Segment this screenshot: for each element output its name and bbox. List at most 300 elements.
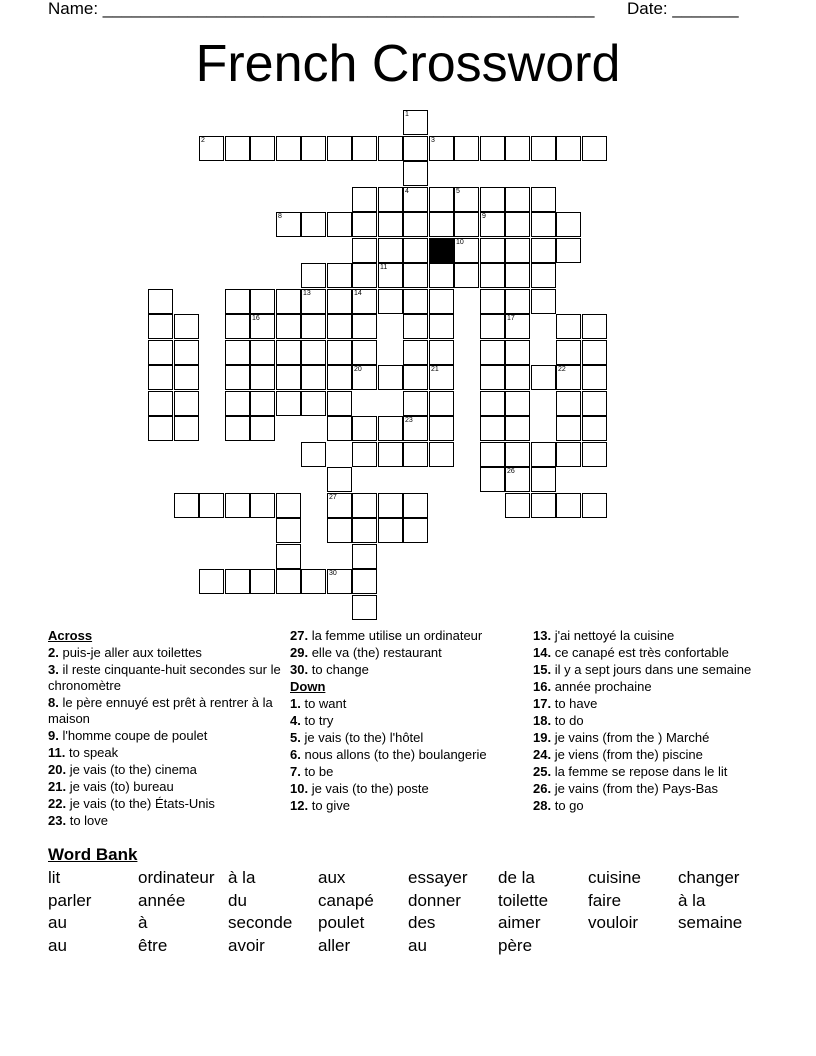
- grid-cell[interactable]: [352, 340, 377, 365]
- grid-cell[interactable]: [276, 518, 301, 543]
- grid-cell[interactable]: [327, 493, 352, 518]
- word-bank-word: canapé: [318, 891, 374, 910]
- grid-cell[interactable]: [301, 289, 326, 314]
- grid-cell[interactable]: [505, 365, 530, 390]
- grid-cell[interactable]: [403, 289, 428, 314]
- word-bank-word: à la: [228, 868, 256, 887]
- grid-cell[interactable]: [429, 416, 454, 441]
- across-clue: [290, 662, 526, 678]
- clue-text: ce canapé est très confortable: [554, 645, 729, 660]
- grid-cell[interactable]: [250, 365, 275, 390]
- word-bank-word: de la: [498, 868, 535, 887]
- clue-text: je viens (from the) piscine: [554, 747, 703, 762]
- name-field: Name: ____________________________________________________: [48, 0, 595, 18]
- grid-cell[interactable]: [378, 212, 403, 237]
- grid-cell[interactable]: [403, 442, 428, 467]
- grid-cell[interactable]: [403, 365, 428, 390]
- grid-cell[interactable]: [378, 187, 403, 212]
- grid-cell[interactable]: [199, 136, 224, 161]
- clue-number: 22: [558, 366, 566, 373]
- grid-cell[interactable]: [327, 212, 352, 237]
- grid-cell[interactable]: [403, 238, 428, 263]
- grid-cell[interactable]: [480, 238, 505, 263]
- word-bank-word: semaine: [678, 913, 743, 932]
- down-clue: [533, 645, 769, 661]
- grid-cell[interactable]: [276, 391, 301, 416]
- grid-cell[interactable]: [505, 187, 530, 212]
- across-clue: [48, 762, 284, 778]
- grid-cell[interactable]: [250, 416, 275, 441]
- grid-cell-blocked: [429, 238, 454, 263]
- clue-text: to try: [304, 713, 334, 728]
- grid-cell[interactable]: [556, 442, 581, 467]
- word-bank-word: aller: [318, 936, 351, 955]
- grid-cell[interactable]: [174, 416, 199, 441]
- grid-cell[interactable]: [199, 493, 224, 518]
- grid-cell[interactable]: [480, 212, 505, 237]
- grid-cell[interactable]: [276, 212, 301, 237]
- grid-cell[interactable]: [327, 289, 352, 314]
- word-bank-heading: Word Bank: [48, 845, 138, 864]
- word-bank-word: seconde: [228, 913, 293, 932]
- grid-cell[interactable]: [378, 416, 403, 441]
- grid-cell[interactable]: [327, 416, 352, 441]
- grid-cell[interactable]: [582, 314, 607, 339]
- grid-cell[interactable]: [429, 391, 454, 416]
- grid-cell[interactable]: [556, 365, 581, 390]
- grid-cell[interactable]: [276, 493, 301, 518]
- word-bank-word: avoir: [228, 936, 265, 955]
- word-bank-word: changer: [678, 868, 740, 887]
- clues-column-3: [533, 628, 769, 815]
- grid-cell[interactable]: [505, 212, 530, 237]
- word-bank-word: lit: [48, 868, 61, 887]
- grid-cell[interactable]: [556, 136, 581, 161]
- grid-cell[interactable]: [429, 212, 454, 237]
- clue-number: 19.: [533, 730, 552, 745]
- clue-number: 5.: [290, 730, 301, 745]
- grid-cell[interactable]: [531, 365, 556, 390]
- grid-cell[interactable]: [174, 493, 199, 518]
- grid-cell[interactable]: [556, 212, 581, 237]
- grid-cell[interactable]: [225, 493, 250, 518]
- grid-cell[interactable]: [429, 263, 454, 288]
- clue-number: 7.: [290, 764, 301, 779]
- grid-cell[interactable]: [301, 314, 326, 339]
- grid-cell[interactable]: [531, 238, 556, 263]
- grid-cell[interactable]: [276, 136, 301, 161]
- word-bank-word: faire: [588, 891, 622, 910]
- grid-cell[interactable]: [429, 340, 454, 365]
- clue-text: je vains (from the ) Marché: [554, 730, 710, 745]
- clue-number: 30: [329, 570, 337, 577]
- clue-number: 4.: [290, 713, 301, 728]
- grid-cell[interactable]: [582, 365, 607, 390]
- clue-number: 2.: [48, 645, 59, 660]
- clue-text: to do: [554, 713, 584, 728]
- grid-cell[interactable]: [454, 263, 479, 288]
- word-bank-word: poulet: [318, 913, 365, 932]
- grid-cell[interactable]: [301, 569, 326, 594]
- clue-text: to speak: [68, 745, 119, 760]
- down-clue: [290, 781, 526, 797]
- across-clue: [48, 745, 284, 761]
- grid-cell[interactable]: [403, 314, 428, 339]
- grid-cell[interactable]: [225, 391, 250, 416]
- grid-cell[interactable]: [378, 365, 403, 390]
- grid-cell[interactable]: [403, 493, 428, 518]
- grid-cell[interactable]: [556, 340, 581, 365]
- clue-number: 13: [303, 290, 311, 297]
- grid-cell[interactable]: [582, 136, 607, 161]
- grid-cell[interactable]: [480, 289, 505, 314]
- grid-cell[interactable]: [403, 416, 428, 441]
- grid-cell[interactable]: [582, 391, 607, 416]
- clue-number: 21.: [48, 779, 67, 794]
- grid-cell[interactable]: [505, 493, 530, 518]
- grid-cell[interactable]: [582, 340, 607, 365]
- grid-cell[interactable]: [148, 340, 173, 365]
- grid-cell[interactable]: [403, 136, 428, 161]
- clue-number: 28.: [533, 798, 552, 813]
- down-clue: [533, 679, 769, 695]
- down-clue: [533, 730, 769, 746]
- word-bank-word: du: [228, 891, 247, 910]
- grid-cell[interactable]: [352, 595, 377, 620]
- clue-number: 30.: [290, 662, 309, 677]
- grid-cell[interactable]: [480, 340, 505, 365]
- clue-number: 8.: [48, 695, 59, 710]
- clue-number: 25.: [533, 764, 552, 779]
- clue-text: il y a sept jours dans une semaine: [554, 662, 752, 677]
- grid-cell[interactable]: [352, 416, 377, 441]
- grid-cell[interactable]: [505, 467, 530, 492]
- grid-cell[interactable]: [148, 416, 173, 441]
- down-clue: [290, 713, 526, 729]
- grid-cell[interactable]: [531, 263, 556, 288]
- grid-cell[interactable]: [327, 391, 352, 416]
- grid-cell[interactable]: [225, 340, 250, 365]
- clue-number: 5: [456, 188, 460, 195]
- grid-cell[interactable]: [403, 340, 428, 365]
- clue-text: elle va (the) restaurant: [311, 645, 442, 660]
- clue-text: je vais (to the) États-Unis: [69, 796, 215, 811]
- grid-cell[interactable]: [505, 442, 530, 467]
- grid-cell[interactable]: [352, 518, 377, 543]
- clue-number: 26.: [533, 781, 552, 796]
- grid-cell[interactable]: [378, 136, 403, 161]
- grid-cell[interactable]: [480, 391, 505, 416]
- grid-cell[interactable]: [480, 187, 505, 212]
- grid-cell[interactable]: [556, 493, 581, 518]
- grid-cell[interactable]: [352, 289, 377, 314]
- grid-cell[interactable]: [556, 416, 581, 441]
- clue-text: la femme utilise un ordinateur: [311, 628, 483, 643]
- clue-number: 29.: [290, 645, 309, 660]
- clue-text: to want: [304, 696, 347, 711]
- grid-cell[interactable]: [225, 289, 250, 314]
- clue-text: je vais (to the) poste: [311, 781, 429, 796]
- grid-cell[interactable]: [556, 238, 581, 263]
- grid-cell[interactable]: [276, 569, 301, 594]
- grid-cell[interactable]: [505, 289, 530, 314]
- clue-number: 3: [431, 137, 435, 144]
- grid-cell[interactable]: [403, 212, 428, 237]
- word-bank-word: des: [408, 913, 436, 932]
- grid-cell[interactable]: [505, 391, 530, 416]
- clue-number: 1: [405, 111, 409, 118]
- grid-cell[interactable]: [378, 238, 403, 263]
- clue-number: 23.: [48, 813, 67, 828]
- grid-cell[interactable]: [352, 544, 377, 569]
- grid-cell[interactable]: [531, 289, 556, 314]
- clue-number: 13.: [533, 628, 552, 643]
- grid-cell[interactable]: [505, 136, 530, 161]
- grid-cell[interactable]: [327, 136, 352, 161]
- grid-cell[interactable]: [531, 467, 556, 492]
- clue-text: to give: [311, 798, 351, 813]
- grid-cell[interactable]: [301, 136, 326, 161]
- grid-cell[interactable]: [582, 493, 607, 518]
- clue-number: 20.: [48, 762, 67, 777]
- clues-column-1: [48, 628, 284, 830]
- clue-text: j'ai nettoyé la cuisine: [554, 628, 675, 643]
- grid-cell[interactable]: [327, 314, 352, 339]
- grid-cell[interactable]: [352, 365, 377, 390]
- word-bank-word: à la: [678, 891, 706, 910]
- grid-cell[interactable]: [531, 493, 556, 518]
- clue-number: 17: [507, 315, 515, 322]
- grid-cell[interactable]: [327, 518, 352, 543]
- grid-cell[interactable]: [301, 442, 326, 467]
- grid-cell[interactable]: [250, 136, 275, 161]
- grid-cell[interactable]: [454, 187, 479, 212]
- clue-text: il reste cinquante-huit secondes sur le chronomètre: [48, 662, 281, 693]
- grid-cell[interactable]: [148, 365, 173, 390]
- grid-cell[interactable]: [454, 212, 479, 237]
- grid-cell[interactable]: [480, 263, 505, 288]
- grid-cell[interactable]: [454, 136, 479, 161]
- grid-cell[interactable]: [352, 263, 377, 288]
- grid-cell[interactable]: [454, 238, 479, 263]
- grid-cell[interactable]: [250, 289, 275, 314]
- grid-cell[interactable]: [250, 391, 275, 416]
- grid-cell[interactable]: [480, 136, 505, 161]
- clue-number: 23: [405, 417, 413, 424]
- grid-cell[interactable]: [531, 442, 556, 467]
- grid-cell[interactable]: [429, 187, 454, 212]
- across-clue: [48, 796, 284, 812]
- clue-text: to be: [304, 764, 334, 779]
- grid-cell[interactable]: [378, 442, 403, 467]
- grid-cell[interactable]: [225, 136, 250, 161]
- grid-cell[interactable]: [352, 442, 377, 467]
- grid-cell[interactable]: [225, 416, 250, 441]
- clue-text: je vais (to) bureau: [69, 779, 174, 794]
- across-clue: [290, 628, 526, 644]
- grid-cell[interactable]: [480, 442, 505, 467]
- clue-text: to have: [554, 696, 598, 711]
- grid-cell[interactable]: [225, 569, 250, 594]
- word-bank-word: donner: [408, 891, 461, 910]
- grid-cell[interactable]: [352, 187, 377, 212]
- down-clue: [290, 764, 526, 780]
- clue-number: 20: [354, 366, 362, 373]
- clue-number: 16.: [533, 679, 552, 694]
- clue-number: 4: [405, 188, 409, 195]
- grid-cell[interactable]: [174, 340, 199, 365]
- clue-number: 1.: [290, 696, 301, 711]
- clue-number: 27.: [290, 628, 309, 643]
- clue-number: 9.: [48, 728, 59, 743]
- word-bank-word: essayer: [408, 868, 468, 887]
- grid-cell[interactable]: [505, 238, 530, 263]
- grid-cell[interactable]: [582, 442, 607, 467]
- word-bank-word: être: [138, 936, 168, 955]
- grid-cell[interactable]: [429, 442, 454, 467]
- grid-cell[interactable]: [352, 493, 377, 518]
- page-title: French Crossword: [195, 35, 621, 93]
- clue-text: to change: [311, 662, 369, 677]
- grid-cell[interactable]: [531, 187, 556, 212]
- grid-cell[interactable]: [276, 544, 301, 569]
- down-clue: [533, 747, 769, 763]
- clue-number: 21: [431, 366, 439, 373]
- clue-number: 24.: [533, 747, 552, 762]
- grid-cell[interactable]: [250, 569, 275, 594]
- clue-text: to go: [554, 798, 584, 813]
- down-clue: [533, 696, 769, 712]
- grid-cell[interactable]: [250, 314, 275, 339]
- down-clue: [290, 747, 526, 763]
- grid-cell[interactable]: [174, 391, 199, 416]
- grid-cell[interactable]: [327, 467, 352, 492]
- grid-cell[interactable]: [505, 263, 530, 288]
- across-clue: [48, 695, 284, 727]
- grid-cell[interactable]: [327, 365, 352, 390]
- clues-column-2: [290, 628, 526, 815]
- grid-cell[interactable]: [148, 289, 173, 314]
- clue-number: 16: [252, 315, 260, 322]
- clue-number: 26: [507, 468, 515, 475]
- grid-cell[interactable]: [403, 263, 428, 288]
- grid-cell[interactable]: [378, 493, 403, 518]
- grid-cell[interactable]: [556, 391, 581, 416]
- grid-cell[interactable]: [250, 340, 275, 365]
- clue-number: 12.: [290, 798, 309, 813]
- grid-cell[interactable]: [301, 391, 326, 416]
- grid-cell[interactable]: [429, 365, 454, 390]
- across-clue: [290, 645, 526, 661]
- clue-text: to love: [69, 813, 109, 828]
- grid-cell[interactable]: [378, 289, 403, 314]
- date-field: Date: _______: [627, 0, 739, 18]
- grid-cell[interactable]: [403, 518, 428, 543]
- grid-cell[interactable]: [429, 289, 454, 314]
- clue-text: la femme se repose dans le lit: [554, 764, 728, 779]
- across-clue: [48, 779, 284, 795]
- grid-cell[interactable]: [378, 263, 403, 288]
- grid-cell[interactable]: [327, 263, 352, 288]
- grid-cell[interactable]: [352, 314, 377, 339]
- grid-cell[interactable]: [531, 212, 556, 237]
- grid-cell[interactable]: [301, 212, 326, 237]
- grid-cell[interactable]: [301, 263, 326, 288]
- grid-cell[interactable]: [480, 365, 505, 390]
- grid-cell[interactable]: [429, 314, 454, 339]
- grid-cell[interactable]: [403, 187, 428, 212]
- grid-cell[interactable]: [352, 212, 377, 237]
- grid-cell[interactable]: [582, 416, 607, 441]
- clue-number: 10.: [290, 781, 309, 796]
- grid-cell[interactable]: [250, 493, 275, 518]
- grid-cell[interactable]: [276, 289, 301, 314]
- grid-cell[interactable]: [480, 314, 505, 339]
- grid-cell[interactable]: [505, 314, 530, 339]
- word-bank-word: toilette: [498, 891, 549, 910]
- word-bank-word: père: [498, 936, 533, 955]
- grid-cell[interactable]: [301, 340, 326, 365]
- grid-cell[interactable]: [174, 365, 199, 390]
- clue-text: je vais (to the) l'hôtel: [304, 730, 424, 745]
- grid-cell[interactable]: [327, 340, 352, 365]
- grid-cell[interactable]: [276, 365, 301, 390]
- grid-cell[interactable]: [480, 467, 505, 492]
- down-clue: [290, 696, 526, 712]
- grid-cell[interactable]: [199, 569, 224, 594]
- grid-cell[interactable]: [403, 110, 428, 135]
- grid-cell[interactable]: [403, 161, 428, 186]
- across-heading: Across: [48, 628, 93, 643]
- grid-cell[interactable]: [403, 391, 428, 416]
- grid-cell[interactable]: [531, 136, 556, 161]
- grid-cell[interactable]: [505, 416, 530, 441]
- across-clue: [48, 813, 284, 829]
- clue-number: 15.: [533, 662, 552, 677]
- word-bank-word: au: [408, 936, 427, 955]
- grid-cell[interactable]: [174, 314, 199, 339]
- word-bank-word: parler: [48, 891, 92, 910]
- grid-cell[interactable]: [352, 569, 377, 594]
- grid-cell[interactable]: [429, 136, 454, 161]
- clue-text: je vains (from the) Pays-Bas: [554, 781, 718, 796]
- clue-text: le père ennuyé est prêt à rentrer à la maison: [48, 695, 273, 726]
- grid-cell[interactable]: [276, 314, 301, 339]
- grid-cell[interactable]: [327, 569, 352, 594]
- grid-cell[interactable]: [225, 314, 250, 339]
- clue-text: puis-je aller aux toilettes: [62, 645, 202, 660]
- down-clue: [533, 781, 769, 797]
- grid-cell[interactable]: [556, 314, 581, 339]
- clue-number: 9: [482, 213, 486, 220]
- grid-cell[interactable]: [301, 365, 326, 390]
- grid-cell[interactable]: [148, 314, 173, 339]
- word-bank-word: au: [48, 913, 67, 932]
- across-clue: [48, 662, 284, 694]
- grid-cell[interactable]: [378, 518, 403, 543]
- clue-text: je vais (to the) cinema: [69, 762, 197, 777]
- grid-cell[interactable]: [225, 365, 250, 390]
- grid-cell[interactable]: [352, 136, 377, 161]
- clue-number: 17.: [533, 696, 552, 711]
- grid-cell[interactable]: [352, 238, 377, 263]
- word-bank-word: année: [138, 891, 186, 910]
- grid-cell[interactable]: [148, 391, 173, 416]
- down-clue: [533, 713, 769, 729]
- grid-cell[interactable]: [276, 340, 301, 365]
- grid-cell[interactable]: [505, 340, 530, 365]
- grid-cell[interactable]: [480, 416, 505, 441]
